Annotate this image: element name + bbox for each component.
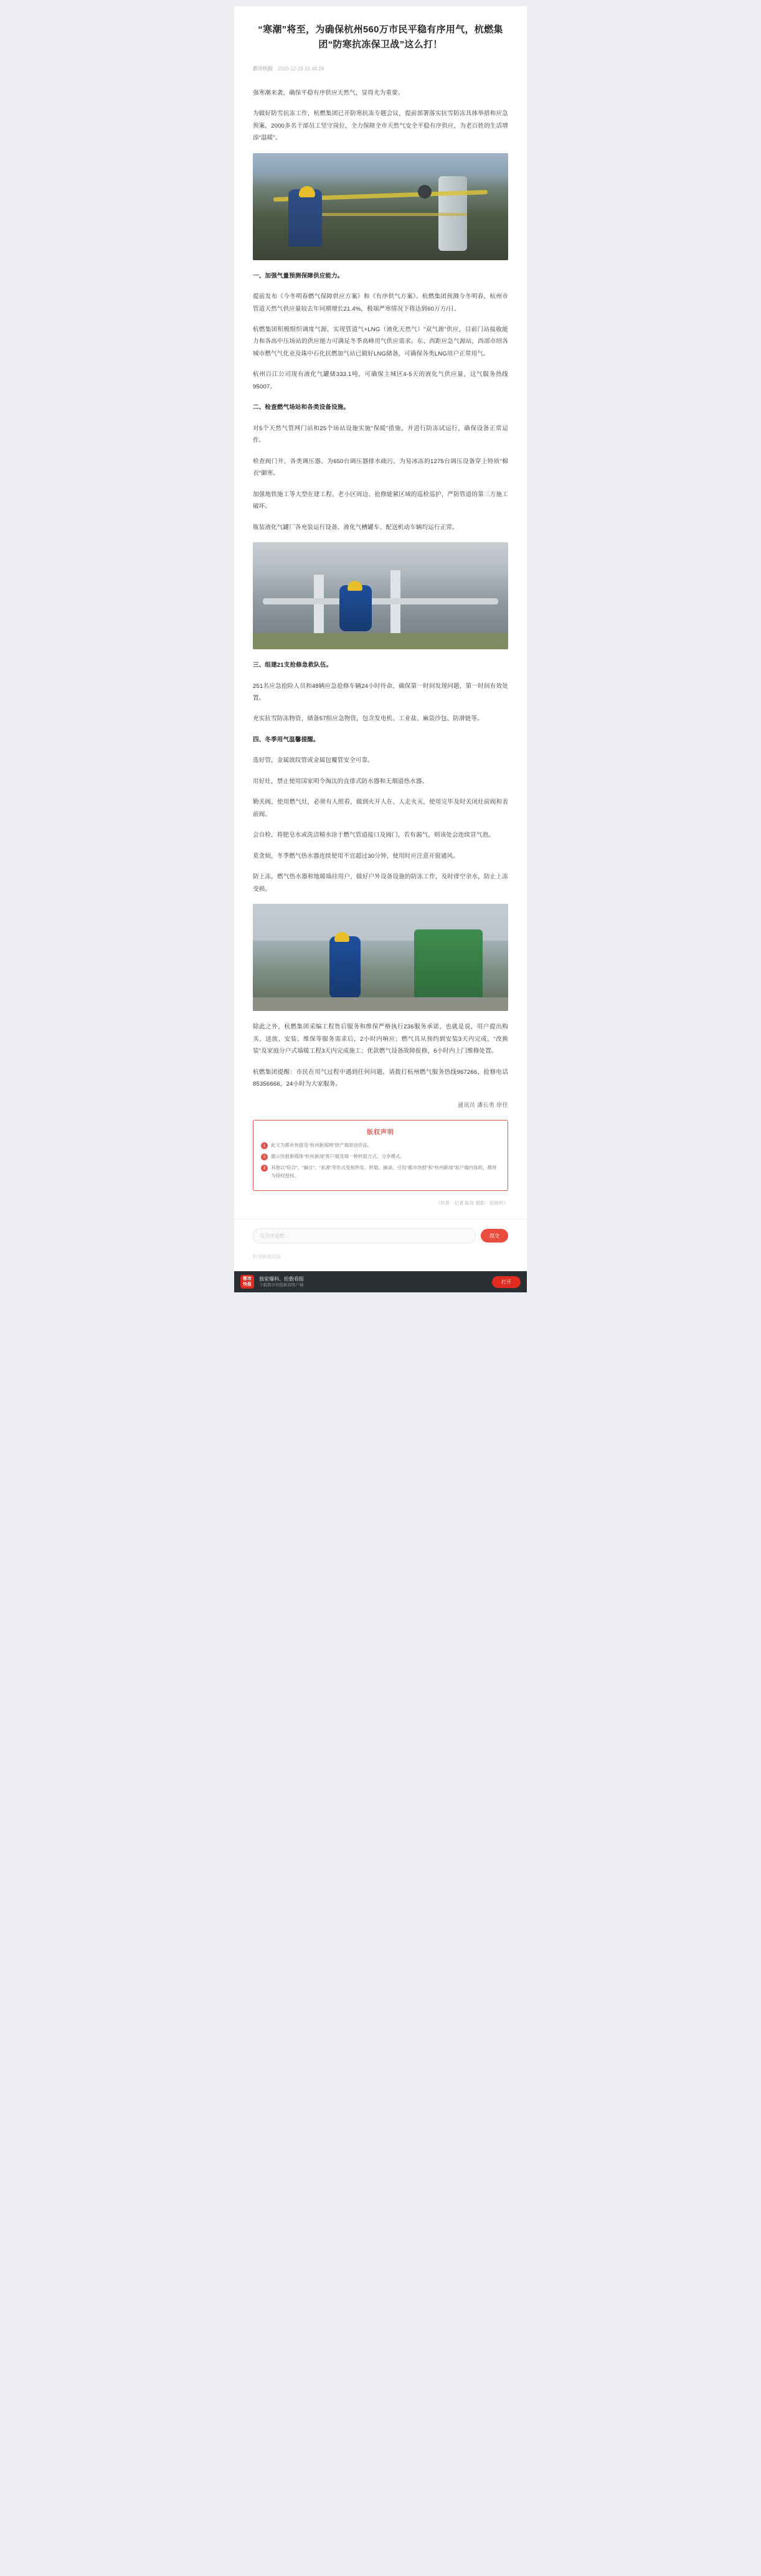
green-tank-shape [414, 929, 483, 1003]
article-photo-2 [253, 542, 508, 649]
paragraph: 251名应急抢险人员和48辆应急抢修车辆24小时待命，确保第一时间发现问题，第一时间有效处置。 [253, 682, 508, 702]
app-bar-title: 独家爆料、抢骰看报 [259, 1276, 304, 1282]
section-heading: 三、组建21支抢修急救队伍。 [253, 662, 333, 669]
paragraph: 杭州百江公司现有液化气罐储333.1吨，可确保主城区4-5天的液化气供应量，这气服务热线95007。 [253, 371, 508, 390]
app-download-bar[interactable] [234, 1271, 527, 1292]
section-heading: 四、冬季用气温馨提醒。 [253, 736, 319, 743]
comment-hint: 杭州新闻出品 [234, 1253, 527, 1271]
ground-shape [253, 997, 508, 1011]
article-source: 都市快报 [253, 65, 273, 72]
article-signature: 通讯员 潘长勇 徐佳 [457, 1101, 508, 1108]
paragraph: 加强地铁施工等大型在建工程、老小区周边、抢修能紧区域的巡检巡护，严防管道的第三方施工破坏。 [253, 491, 508, 510]
copyright-box [253, 1120, 508, 1192]
paragraph: 提前发布《今冬明春燃气保障供应方案》和《有序供气方案》。杭燃集团预测今冬明春，杭州市管道天然气供应量较去年同期增长21.4%，极端严寒情况下将达到60万方/日。 [253, 293, 508, 313]
pipe-shape [263, 598, 498, 604]
paragraph: 勤关阀，使用燃气灶，必须有人照看，做到火开人在、人走火灭，使用完毕及时关闭灶前阀和表前阀。 [253, 799, 508, 818]
paragraph: 选好管，金属波纹管或金属包覆管安全可靠。 [253, 757, 374, 764]
article-timestamp: 2020-12-29 15:48:28 [278, 65, 324, 72]
number-badge-icon: 1 [261, 1142, 268, 1149]
copyright-item [261, 1152, 500, 1160]
article-photo-3 [253, 904, 508, 1011]
copyright-item-text: 题示快报新媒体“杭州新闻”客户端及端一种转载方式、分享模式。 [271, 1153, 405, 1159]
paragraph: 强寒潮来袭，确保平稳有序供应天然气，显得尤为重要。 [253, 89, 404, 96]
paragraph: 用好灶，禁止使用国家明令淘汰的直排式防水器和无烟道热水器。 [253, 778, 428, 785]
page-title: “寒潮”将至，为确保杭州560万市民平稳有序用气，杭燃集团“防寒抗冻保卫战”这么打！ [258, 24, 503, 50]
copyright-item [261, 1163, 500, 1180]
ground-shape [253, 633, 508, 649]
worker-shape [339, 585, 372, 631]
comment-submit-button[interactable]: 提交 [481, 1229, 508, 1243]
paragraph: 杭燃集团积极组织调度气源，实现管道气+LNG（液化天然气）“双气源”供应，目前门站接收能力和各高中压场站的供应能力可满足冬季高峰用气供应需求。东、西距应急气源站，西部市绍各城市燃气气化业及珠中石化抗燃加气站已做好LNG储备，可确保各类LNG用户正常用气。 [253, 326, 508, 357]
section-heading: 二、检查燃气场站和各类设备设施。 [253, 404, 350, 411]
comment-bar [234, 1219, 527, 1253]
spacer [234, 72, 527, 83]
paragraph: 杭燃集团提醒：市民在用气过程中遇到任何问题，请拨打杭州燃气服务热线967266，抢修电话85356666，24小时为大家服务。 [253, 1068, 508, 1088]
article-body [234, 87, 527, 1206]
page-root [0, 6, 761, 1292]
copyright-title: 版权声明 [367, 1129, 394, 1136]
paragraph: 莫贪烦，冬季燃气热水器连续使用不宜超过30分钟，使用时应注意开窗通风。 [253, 852, 460, 860]
worker-shape [288, 189, 322, 247]
paragraph: 为做好防雪抗冻工作，杭燃集团已开防寒抗冻专题会议，提前部署落实抗雪防冻具体举措和应急预案，2000多名干部员工坚守岗位，全力保障全市天然气安全平稳有序供应，为老百姓的生活增添“温暖”。 [253, 110, 508, 142]
article-sheet [234, 6, 527, 1271]
helmet-shape [299, 186, 315, 197]
copyright-item [261, 1141, 500, 1149]
app-logo-line1: 都市 [243, 1277, 252, 1281]
paragraph: 防上冻，燃气热水器和地暖墙挂用户，做好户外设备设施的防冻工作，及时排空余水，防止上冻受损。 [253, 873, 508, 893]
number-badge-icon: 2 [261, 1154, 268, 1160]
helmet-shape [347, 581, 362, 591]
number-badge-icon: 3 [261, 1165, 268, 1172]
app-open-button[interactable]: 打开 [492, 1276, 521, 1288]
byline [234, 63, 527, 72]
paragraph: 会自检，将肥皂水或洗洁精水涂于燃气管道接口及阀门，若有漏气，则该处会连续冒气泡。 [253, 832, 495, 839]
paragraph: 对5个天然气管网门站和25个场站设施实施“保暖”措施，并进行防冻试运行，确保设备正常运作。 [253, 425, 508, 444]
app-bar-subtitle: 下载都市快报新闻客户端 [259, 1283, 304, 1288]
copyright-item-text: 此文为都市快报及“杭州新闻网”原产端原创作品。 [271, 1142, 372, 1148]
paragraph: 充实抗雪防冻物资，储备57组应急物资，包含发电机、工业盐、麻袋沙包、防滑链等。 [253, 715, 483, 723]
paragraph: 检查阀门井，各类调压器，为650台调压器排水疏污，为易冰冻的1275台调压设备穿上特质“棉衣”御寒。 [253, 458, 508, 477]
paragraph: 除此之外，杭燃集团采编工程售后服务和维保严格执行236服务承诺，也就是说，用户提出购买、送放、安装、维保等服务需求后，2小时内响应；燃气具从预约到安装3天内完成，“改换装”及家庭分户式墙暖工程3天内完成施工；优款燃气设备故障报修，6小时内上门维修处置。 [253, 1023, 508, 1055]
app-bar-texts [259, 1276, 487, 1288]
paragraph: 瓶装液化气罐厂各充装运行设备、液化气槽罐车、配送机动车辆均运行正常。 [253, 524, 458, 531]
article-photo-1 [253, 153, 508, 260]
comment-input[interactable]: 写点评论吧… [253, 1228, 476, 1243]
valve-shape [418, 185, 432, 199]
worker-shape [329, 936, 361, 999]
photo-credit: （作者：记者 陈舟 摄影：迎接村） [435, 1200, 508, 1206]
copyright-item-text: 其他以“综合”、“摘自”、“来源”等形式变相转发、转载、摘录，引用“都市快报”和“杭州新闻”客户端内容的，都将为侵权授权。 [271, 1164, 497, 1178]
section-heading: 一、加强气量预测保障供应能力。 [253, 272, 344, 280]
app-logo-line2: 快报 [243, 1282, 252, 1287]
app-logo-icon [240, 1275, 254, 1289]
